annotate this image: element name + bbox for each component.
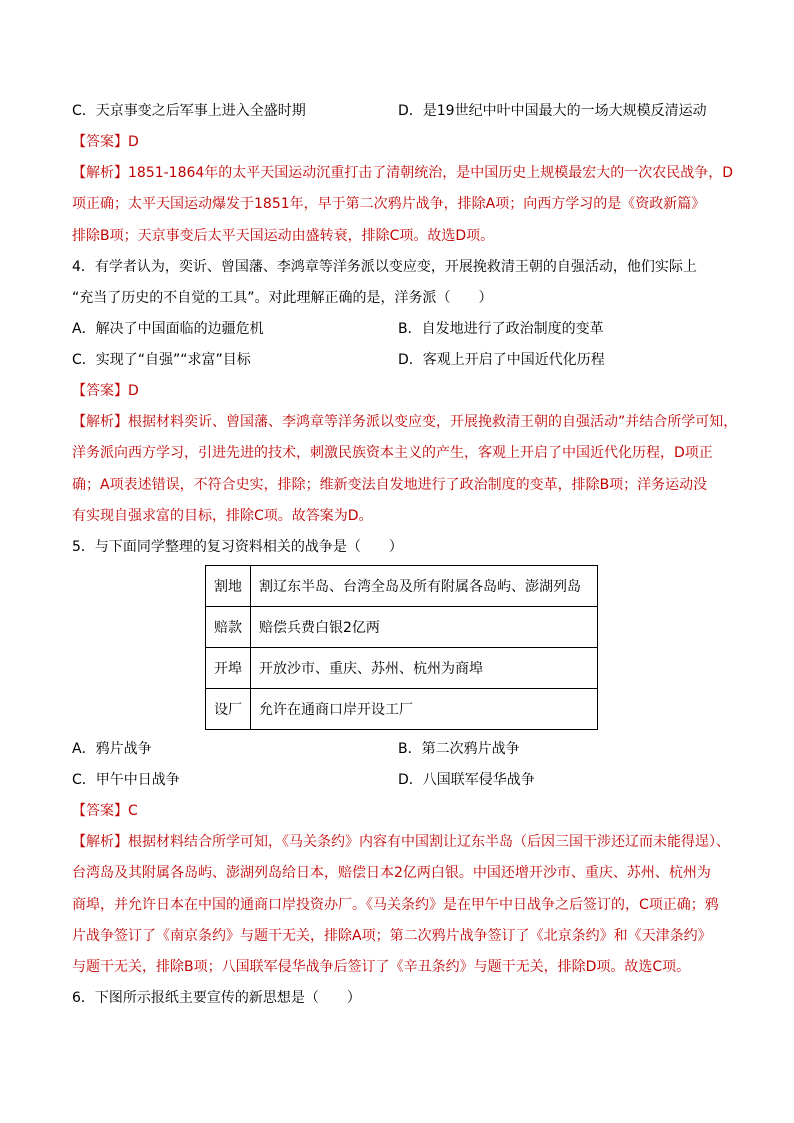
analysis-label: 【解析】 — [72, 165, 128, 181]
table-row — [206, 648, 598, 689]
q3-option-c: C．天京事变之后军事上进入全盛时期 — [72, 103, 306, 119]
q4-analysis-line-2: 洋务派向西方学习，引进先进的技术，刺激民族资本主义的产生，客观上开启了中国近代化历程，D项正 — [72, 445, 713, 461]
q4-option-d: D．客观上开启了中国近代化历程 — [398, 352, 605, 368]
table-cell-value: 开放沙市、重庆、苏州、杭州为商埠 — [251, 648, 598, 689]
q4-stem-line-2: “充当了历史的不自觉的工具”。对此理解正确的是，洋务派（ ） — [72, 290, 493, 306]
q5-analysis-line-4: 片战争签订了《南京条约》与题干无关，排除A项；第二次鸦片战争签订了《北京条约》和《天津条约》 — [72, 928, 712, 944]
q5-option-c: C．甲午中日战争 — [72, 772, 180, 788]
table-row — [206, 607, 598, 648]
q4-analysis-line-3: 确；A项表述错误，不符合史实，排除；维新变法自发地进行了政治制度的变革，排除B项；洋务运动没 — [72, 477, 708, 493]
q5-option-a: A．鸦片战争 — [72, 741, 152, 757]
q6-stem: 6．下图所示报纸主要宣传的新思想是（ ） — [72, 990, 361, 1006]
analysis-label: 【解析】 — [72, 834, 128, 850]
table-cell-key: 开埠 — [206, 648, 251, 689]
table-cell-value: 割辽东半岛、台湾全岛及所有附属各岛屿、澎湖列岛 — [251, 566, 598, 607]
table-row — [206, 566, 598, 607]
q5-analysis-line-5: 与题干无关，排除B项；八国联军侵华战争后签订了《辛丑条约》与题干无关，排除D项。故选C项。 — [72, 959, 691, 975]
review-table — [205, 565, 598, 730]
q3-analysis-line-2: 项正确；太平天国运动爆发于1851年，早于第二次鸦片战争，排除A项；向西方学习的是《资政新篇》 — [72, 196, 706, 212]
answer-value: D — [128, 134, 139, 150]
analysis-label: 【解析】 — [72, 414, 128, 430]
table-row — [206, 689, 598, 730]
q3-answer — [72, 133, 732, 151]
table-cell-value: 赔偿兵费白银2亿两 — [251, 607, 598, 648]
answer-label: 【答案】 — [72, 383, 128, 399]
q3-analysis-line-3: 排除B项；天京事变后太平天国运动由盛转衰，排除C项。故选D项。 — [72, 228, 495, 244]
q4-option-b: B．自发地进行了政治制度的变革 — [398, 321, 604, 337]
q5-analysis-line-2: 台湾岛及其附属各岛屿、澎湖列岛给日本，赔偿日本2亿两白银。中国还增开沙市、重庆、苏州、杭州为 — [72, 865, 711, 881]
q4-analysis-line-1: 【解析】根据材料奕䜣、曾国藩、李鸿章等洋务派以变应变，开展挽救清王朝的自强活动”并结合所学可知， — [72, 414, 738, 430]
answer-label: 【答案】 — [72, 803, 128, 819]
q3-analysis-line-1: 【解析】1851-1864年的太平天国运动沉重打击了清朝统治，是中国历史上规模最宏大的一次农民战争，D — [72, 165, 734, 181]
table-cell-value: 允许在通商口岸开设工厂 — [251, 689, 598, 730]
table-cell-key: 割地 — [206, 566, 251, 607]
q3-option-d: D．是19世纪中叶中国最大的一场大规模反清运动 — [398, 103, 707, 119]
q5-option-b: B．第二次鸦片战争 — [398, 741, 520, 757]
q5-answer — [72, 802, 732, 820]
answer-value: C — [128, 803, 138, 819]
q5-stem: 5．与下面同学整理的复习资料相关的战争是（ ） — [72, 539, 403, 555]
q4-analysis-line-4: 有实现自强求富的目标，排除C项。故答案为D。 — [72, 508, 373, 524]
q5-option-d: D．八国联军侵华战争 — [398, 772, 535, 788]
q4-stem-line-1: 4．有学者认为，奕䜣、曾国藩、李鸿章等洋务派以变应变，开展挽救清王朝的自强活动，他们实际上 — [72, 259, 697, 275]
q5-analysis-line-1: 【解析】根据材料结合所学可知，《马关条约》内容有中国割让辽东半岛（后因三国干涉还辽而未能得逞）、 — [72, 834, 730, 850]
table-cell-key: 赔款 — [206, 607, 251, 648]
q4-option-c: C．实现了“自强”“求富”目标 — [72, 352, 251, 368]
q4-option-a: A．解决了中国面临的边疆危机 — [72, 321, 264, 337]
answer-label: 【答案】 — [72, 134, 128, 150]
q4-answer — [72, 382, 732, 400]
table-cell-key: 设厂 — [206, 689, 251, 730]
q5-analysis-line-3: 商埠，并允许日本在中国的通商口岸投资办厂。《马关条约》是在甲午中日战争之后签订的，C项正确；鸦 — [72, 897, 719, 913]
answer-value: D — [128, 383, 139, 399]
